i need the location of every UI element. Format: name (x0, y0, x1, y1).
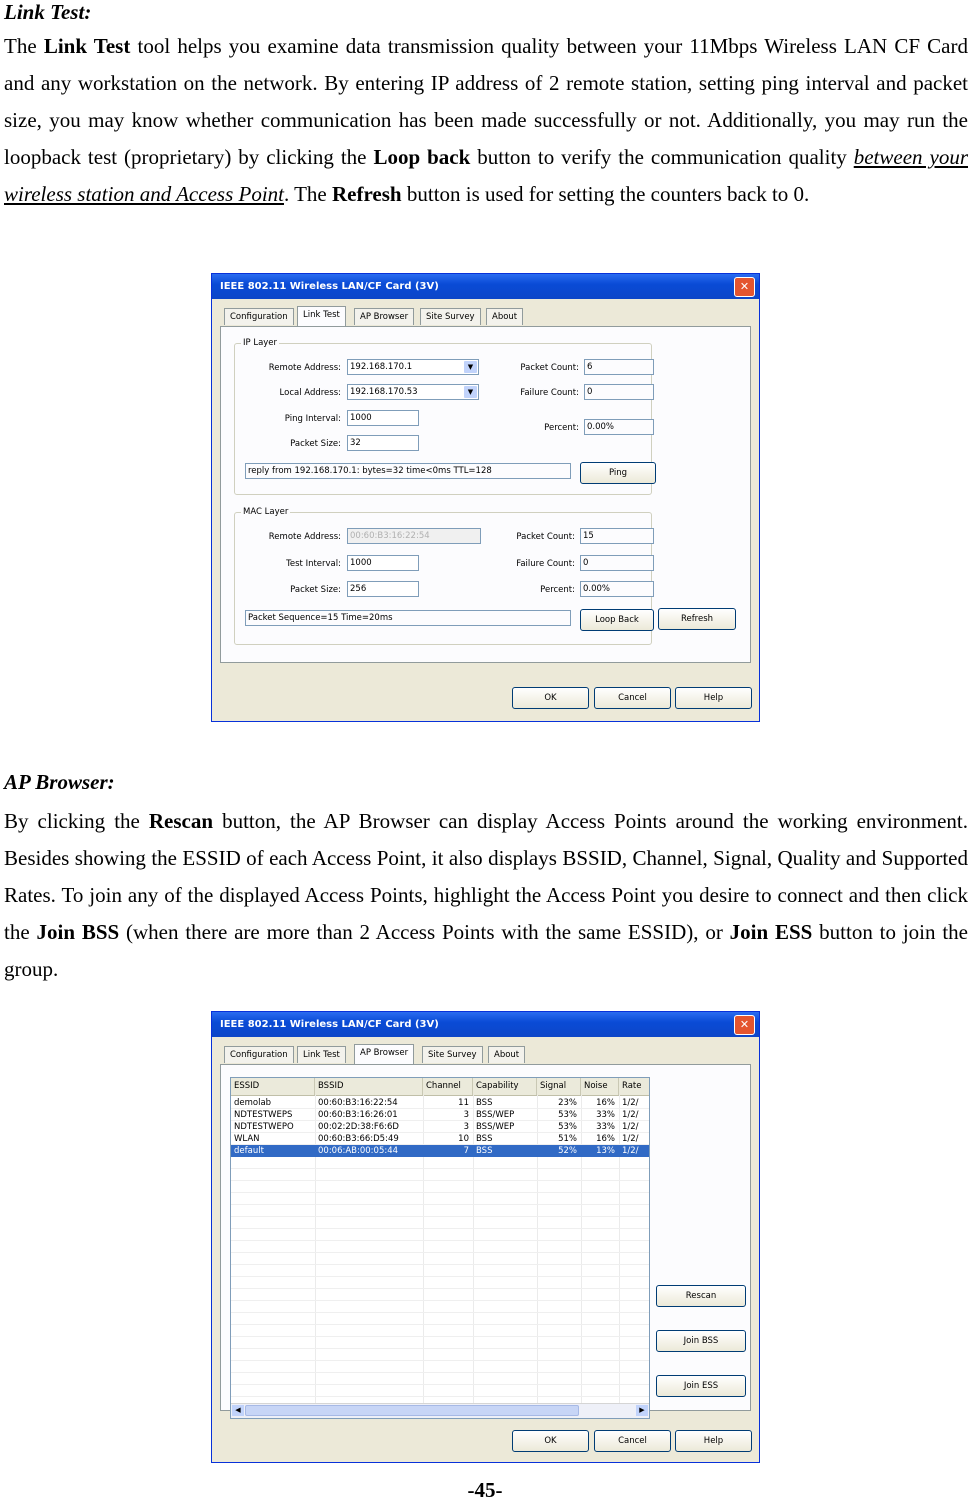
horizontal-scrollbar[interactable] (231, 1403, 649, 1418)
ap-list[interactable] (230, 1077, 650, 1419)
test-interval-input[interactable]: 1000 (347, 555, 419, 571)
mac-percent-value: 0.00% (580, 581, 654, 597)
dialog-title: IEEE 802.11 Wireless LAN/CF Card (3V) (220, 281, 439, 292)
cell-channel: 10 (458, 1134, 469, 1144)
mac-failure-count-value: 0 (580, 555, 654, 571)
rescan-button[interactable]: Rescan (656, 1285, 746, 1307)
tab-about[interactable]: About (488, 1046, 525, 1063)
cell-capability: BSS/WEP (476, 1110, 515, 1120)
cell-bssid: 00:60:B3:16:22:54 (318, 1098, 398, 1108)
cell-noise: 16% (596, 1134, 615, 1144)
close-icon[interactable]: ✕ (734, 277, 755, 297)
grid-line (231, 1216, 649, 1217)
tab-link-test[interactable]: Link Test (297, 306, 346, 326)
cancel-button[interactable]: Cancel (594, 687, 671, 709)
mac-status-line: Packet Sequence=15 Time=20ms (245, 610, 571, 626)
column-rate[interactable]: Rate (622, 1081, 642, 1091)
cell-rate: 1/2/ (622, 1122, 639, 1132)
cell-signal: 23% (558, 1098, 577, 1108)
ip-local-address-combo[interactable]: 192.168.170.53 ▼ (347, 384, 479, 400)
mac-failure-count-label: Failure Count: (516, 559, 575, 569)
help-button[interactable]: Help (675, 687, 752, 709)
ip-packet-count-value: 6 (584, 359, 654, 375)
close-icon[interactable]: ✕ (734, 1015, 755, 1035)
help-button[interactable]: Help (675, 1430, 752, 1452)
cell-noise: 33% (596, 1122, 615, 1132)
tab-ap-browser[interactable]: AP Browser (354, 1044, 414, 1064)
ap-browser-dialog (211, 1011, 760, 1463)
cell-noise: 16% (596, 1098, 615, 1108)
grid-line (231, 1228, 649, 1229)
grid-line (231, 1396, 649, 1397)
mac-layer-label: MAC Layer (243, 507, 289, 517)
scrollbar-thumb[interactable] (245, 1405, 579, 1416)
table-row[interactable] (231, 1133, 649, 1145)
cell-channel: 11 (458, 1098, 469, 1108)
table-row-selected[interactable] (231, 1145, 649, 1157)
ip-remote-address-combo[interactable]: 192.168.170.1 ▼ (347, 359, 479, 375)
cell-signal: 53% (558, 1122, 577, 1132)
column-channel[interactable]: Channel (423, 1078, 473, 1095)
cell-capability: BSS (476, 1146, 493, 1156)
refresh-button[interactable]: Refresh (658, 608, 736, 630)
ip-percent-label: Percent: (544, 423, 579, 433)
page-number: -45- (467, 1478, 503, 1502)
mac-packet-count-value: 15 (580, 528, 654, 544)
cell-essid: default (234, 1146, 264, 1156)
cell-rate: 1/2/ (622, 1134, 639, 1144)
tab-about[interactable]: About (486, 308, 523, 325)
cell-rate: 1/2/ (622, 1110, 639, 1120)
grid-line (231, 1324, 649, 1325)
column-noise[interactable]: Noise (581, 1078, 619, 1095)
chevron-down-icon[interactable]: ▼ (464, 386, 477, 398)
table-row[interactable] (231, 1121, 649, 1133)
ping-interval-input[interactable]: 1000 (347, 410, 419, 426)
cell-channel: 3 (463, 1110, 469, 1120)
link-test-heading: Link Test: (4, 0, 92, 24)
cell-essid: WLAN (234, 1134, 260, 1144)
chevron-down-icon[interactable]: ▼ (464, 361, 477, 373)
grid-line (231, 1384, 649, 1385)
grid-line (231, 1276, 649, 1277)
tab-ap-browser[interactable]: AP Browser (354, 308, 414, 325)
dialog-title-bar (212, 274, 759, 299)
ap-browser-paragraph: By clicking the Rescan button, the AP Browser can display Access Points around the working environment. Besides showing the ESSID of each Access Point, it also displays BSSID, Channel, Signal, Quality and Supported Rates. To join any of the displayed Access Points, highlight the Access Point you desire to connect and then click the Join BSS (when there are more than 2 Access Points with the same ESSID), or Join ESS button to join the group. (4, 809, 968, 981)
tab-link-test[interactable]: Link Test (297, 1046, 346, 1063)
mac-remote-address-input[interactable]: 00:60:B3:16:22:54 (347, 528, 481, 544)
cell-signal: 52% (558, 1146, 577, 1156)
column-bssid[interactable]: BSSID (315, 1078, 423, 1095)
mac-packet-size-input[interactable]: 256 (347, 581, 419, 597)
grid-line (231, 1348, 649, 1349)
cell-essid: demolab (234, 1098, 272, 1108)
ip-layer-group (234, 338, 652, 495)
grid-line (231, 1204, 649, 1205)
cell-rate: 1/2/ (622, 1146, 639, 1156)
column-capability[interactable]: Capability (473, 1078, 537, 1095)
cell-bssid: 00:02:2D:38:F6:6D (318, 1122, 399, 1132)
ap-list-header (231, 1078, 649, 1096)
cell-capability: BSS (476, 1098, 493, 1108)
ip-packet-size-input[interactable]: 32 (347, 435, 419, 451)
scroll-right-icon[interactable]: ▶ (636, 1405, 648, 1416)
cell-bssid: 00:60:B3:16:26:01 (318, 1110, 398, 1120)
ping-button[interactable]: Ping (580, 462, 656, 484)
ip-percent-value: 0.00% (584, 419, 654, 435)
grid-line (231, 1360, 649, 1361)
table-row[interactable] (231, 1097, 649, 1109)
link-test-paragraph: The Link Test tool helps you examine data transmission quality between your 11Mbps Wireless LAN CF Card and any workstation on the network. By entering IP address of 2 remote station, setting ping interval and packet size, you may know whether communication has been made successfully or not. Additionally, you may run the loopback test (proprietary) by clicking the Loop back button to verify the communication quality between your wireless station and Access Point. The Refresh button is used for setting the counters back to 0. (4, 34, 968, 206)
grid-line (231, 1312, 649, 1313)
cancel-button[interactable]: Cancel (594, 1430, 671, 1452)
grid-line (231, 1240, 649, 1241)
grid-line (231, 1180, 649, 1181)
cell-bssid: 00:60:B3:66:D5:49 (318, 1134, 399, 1144)
ip-packet-count-label: Packet Count: (520, 363, 579, 373)
ip-status-line: reply from 192.168.170.1: bytes=32 time<0ms TTL=128 (245, 463, 571, 479)
cell-capability: BSS (476, 1134, 493, 1144)
cell-channel: 3 (463, 1122, 469, 1132)
ok-button[interactable]: OK (512, 687, 589, 709)
tab-configuration[interactable]: Configuration (224, 1046, 294, 1063)
column-signal[interactable]: Signal (537, 1078, 581, 1095)
grid-line (231, 1288, 649, 1289)
ip-failure-count-value: 0 (584, 384, 654, 400)
cell-signal: 53% (558, 1110, 577, 1120)
scroll-left-icon[interactable]: ◀ (232, 1405, 244, 1416)
cell-channel: 7 (463, 1146, 469, 1156)
mac-packet-size-label: Packet Size: (290, 585, 341, 595)
mac-percent-label: Percent: (540, 585, 575, 595)
cell-noise: 33% (596, 1110, 615, 1120)
loop-back-button[interactable]: Loop Back (580, 609, 654, 631)
grid-line (231, 1264, 649, 1265)
cell-bssid: 00:06:AB:00:05:44 (318, 1146, 399, 1156)
ip-packet-size-label: Packet Size: (290, 439, 341, 449)
grid-line (231, 1372, 649, 1373)
tab-site-survey[interactable]: Site Survey (420, 308, 481, 325)
ip-failure-count-label: Failure Count: (520, 388, 579, 398)
grid-line (231, 1252, 649, 1253)
cell-capability: BSS/WEP (476, 1122, 515, 1132)
mac-packet-count-label: Packet Count: (516, 532, 575, 542)
link-test-dialog (211, 273, 760, 722)
cell-noise: 13% (596, 1146, 615, 1156)
join-bss-button[interactable]: Join BSS (656, 1330, 746, 1352)
ap-browser-heading: AP Browser: (4, 770, 115, 794)
cell-signal: 51% (558, 1134, 577, 1144)
cell-essid: NDTESTWEPO (234, 1122, 294, 1132)
local-address-label: Local Address: (279, 388, 341, 398)
cell-essid: NDTESTWEPS (234, 1110, 293, 1120)
dialog-title: IEEE 802.11 Wireless LAN/CF Card (3V) (220, 1019, 439, 1030)
cell-rate: 1/2/ (622, 1098, 639, 1108)
grid-line (231, 1300, 649, 1301)
join-ess-button[interactable]: Join ESS (656, 1375, 746, 1397)
table-row[interactable] (231, 1109, 649, 1121)
ok-button[interactable]: OK (512, 1430, 589, 1452)
ping-interval-label: Ping Interval: (284, 414, 341, 424)
mac-layer-group (234, 507, 652, 645)
test-interval-label: Test Interval: (286, 559, 341, 569)
column-essid[interactable]: ESSID (231, 1078, 315, 1095)
ip-layer-label: IP Layer (243, 338, 278, 348)
remote-address-label: Remote Address: (268, 363, 341, 373)
tab-site-survey[interactable]: Site Survey (422, 1046, 483, 1063)
tab-configuration[interactable]: Configuration (224, 308, 294, 325)
link-test-panel (220, 326, 751, 663)
mac-remote-address-label: Remote Address: (268, 532, 341, 542)
grid-line (231, 1192, 649, 1193)
grid-line (231, 1336, 649, 1337)
grid-line (231, 1168, 649, 1169)
dialog-title-bar (212, 1012, 759, 1037)
